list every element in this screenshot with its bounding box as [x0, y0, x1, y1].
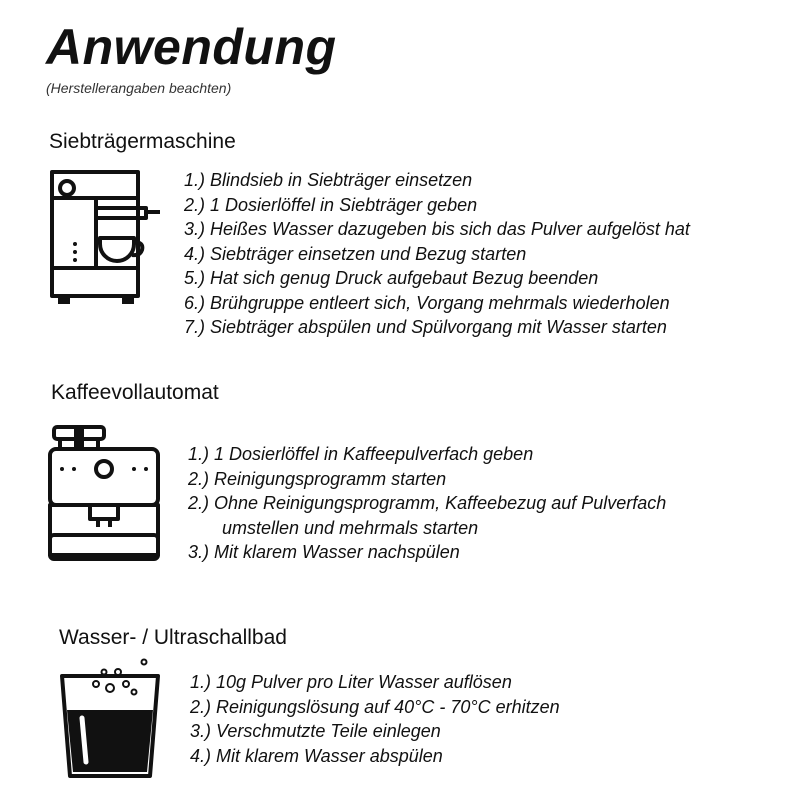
steps-list-wasserbad: [190, 670, 560, 768]
page-subtitle: (Herstellerangaben beachten): [46, 80, 232, 96]
list-item: 2.) Ohne Reinigungsprogramm, Kaffeebezug auf Pulverfach: [188, 493, 667, 513]
espresso-portafilter-machine-icon: [48, 168, 164, 311]
section-title-wasserbad: Wasser- / Ultraschallbad: [59, 626, 287, 649]
list-item: 5.) Hat sich genug Druck aufgebaut Bezug beenden: [184, 268, 599, 288]
list-item: [188, 516, 666, 541]
steps-list-kaffeevollautomat: [188, 442, 666, 565]
section-title-kaffeevollautomat: Kaffeevollautomat: [51, 381, 219, 404]
list-item-continuation: umstellen und mehrmals starten: [222, 517, 479, 538]
section-title-siebtraeger: Siebträgermaschine: [49, 130, 236, 153]
list-item: 2.) Reinigungsprogramm starten: [188, 468, 447, 489]
list-item: 1.) Blindsieb in Siebträger einsetzen: [184, 170, 473, 190]
list-item: 3.) Heißes Wasser dazugeben bis sich das Pulver aufgelöst hat: [184, 219, 690, 239]
list-item: 3.) Verschmutzte Teile einlegen: [190, 721, 441, 741]
water-bath-glass-icon: [56, 658, 166, 787]
list-item: 2.) 1 Dosierlöffel in Siebträger geben: [184, 194, 478, 215]
list-item: 1.) 1 Dosierlöffel in Kaffeepulverfach geben: [188, 444, 534, 464]
list-item: 7.) Siebträger abspülen und Spülvorgang mit Wasser starten: [184, 317, 667, 337]
automatic-coffee-machine-icon: [46, 423, 162, 570]
list-item: 4.) Mit klarem Wasser abspülen: [190, 745, 443, 766]
list-item: 1.) 10g Pulver pro Liter Wasser auflösen: [190, 672, 512, 692]
list-item: 6.) Brühgruppe entleert sich, Vorgang mehrmals wiederholen: [184, 292, 670, 313]
list-item: 4.) Siebträger einsetzen und Bezug starten: [184, 243, 527, 264]
page-title: Anwendung: [46, 19, 337, 75]
list-item: 3.) Mit klarem Wasser nachspülen: [188, 542, 460, 562]
list-item: 2.) Reinigungslösung auf 40°C - 70°C erhitzen: [190, 696, 560, 717]
steps-list-siebtraeger: [184, 168, 690, 340]
